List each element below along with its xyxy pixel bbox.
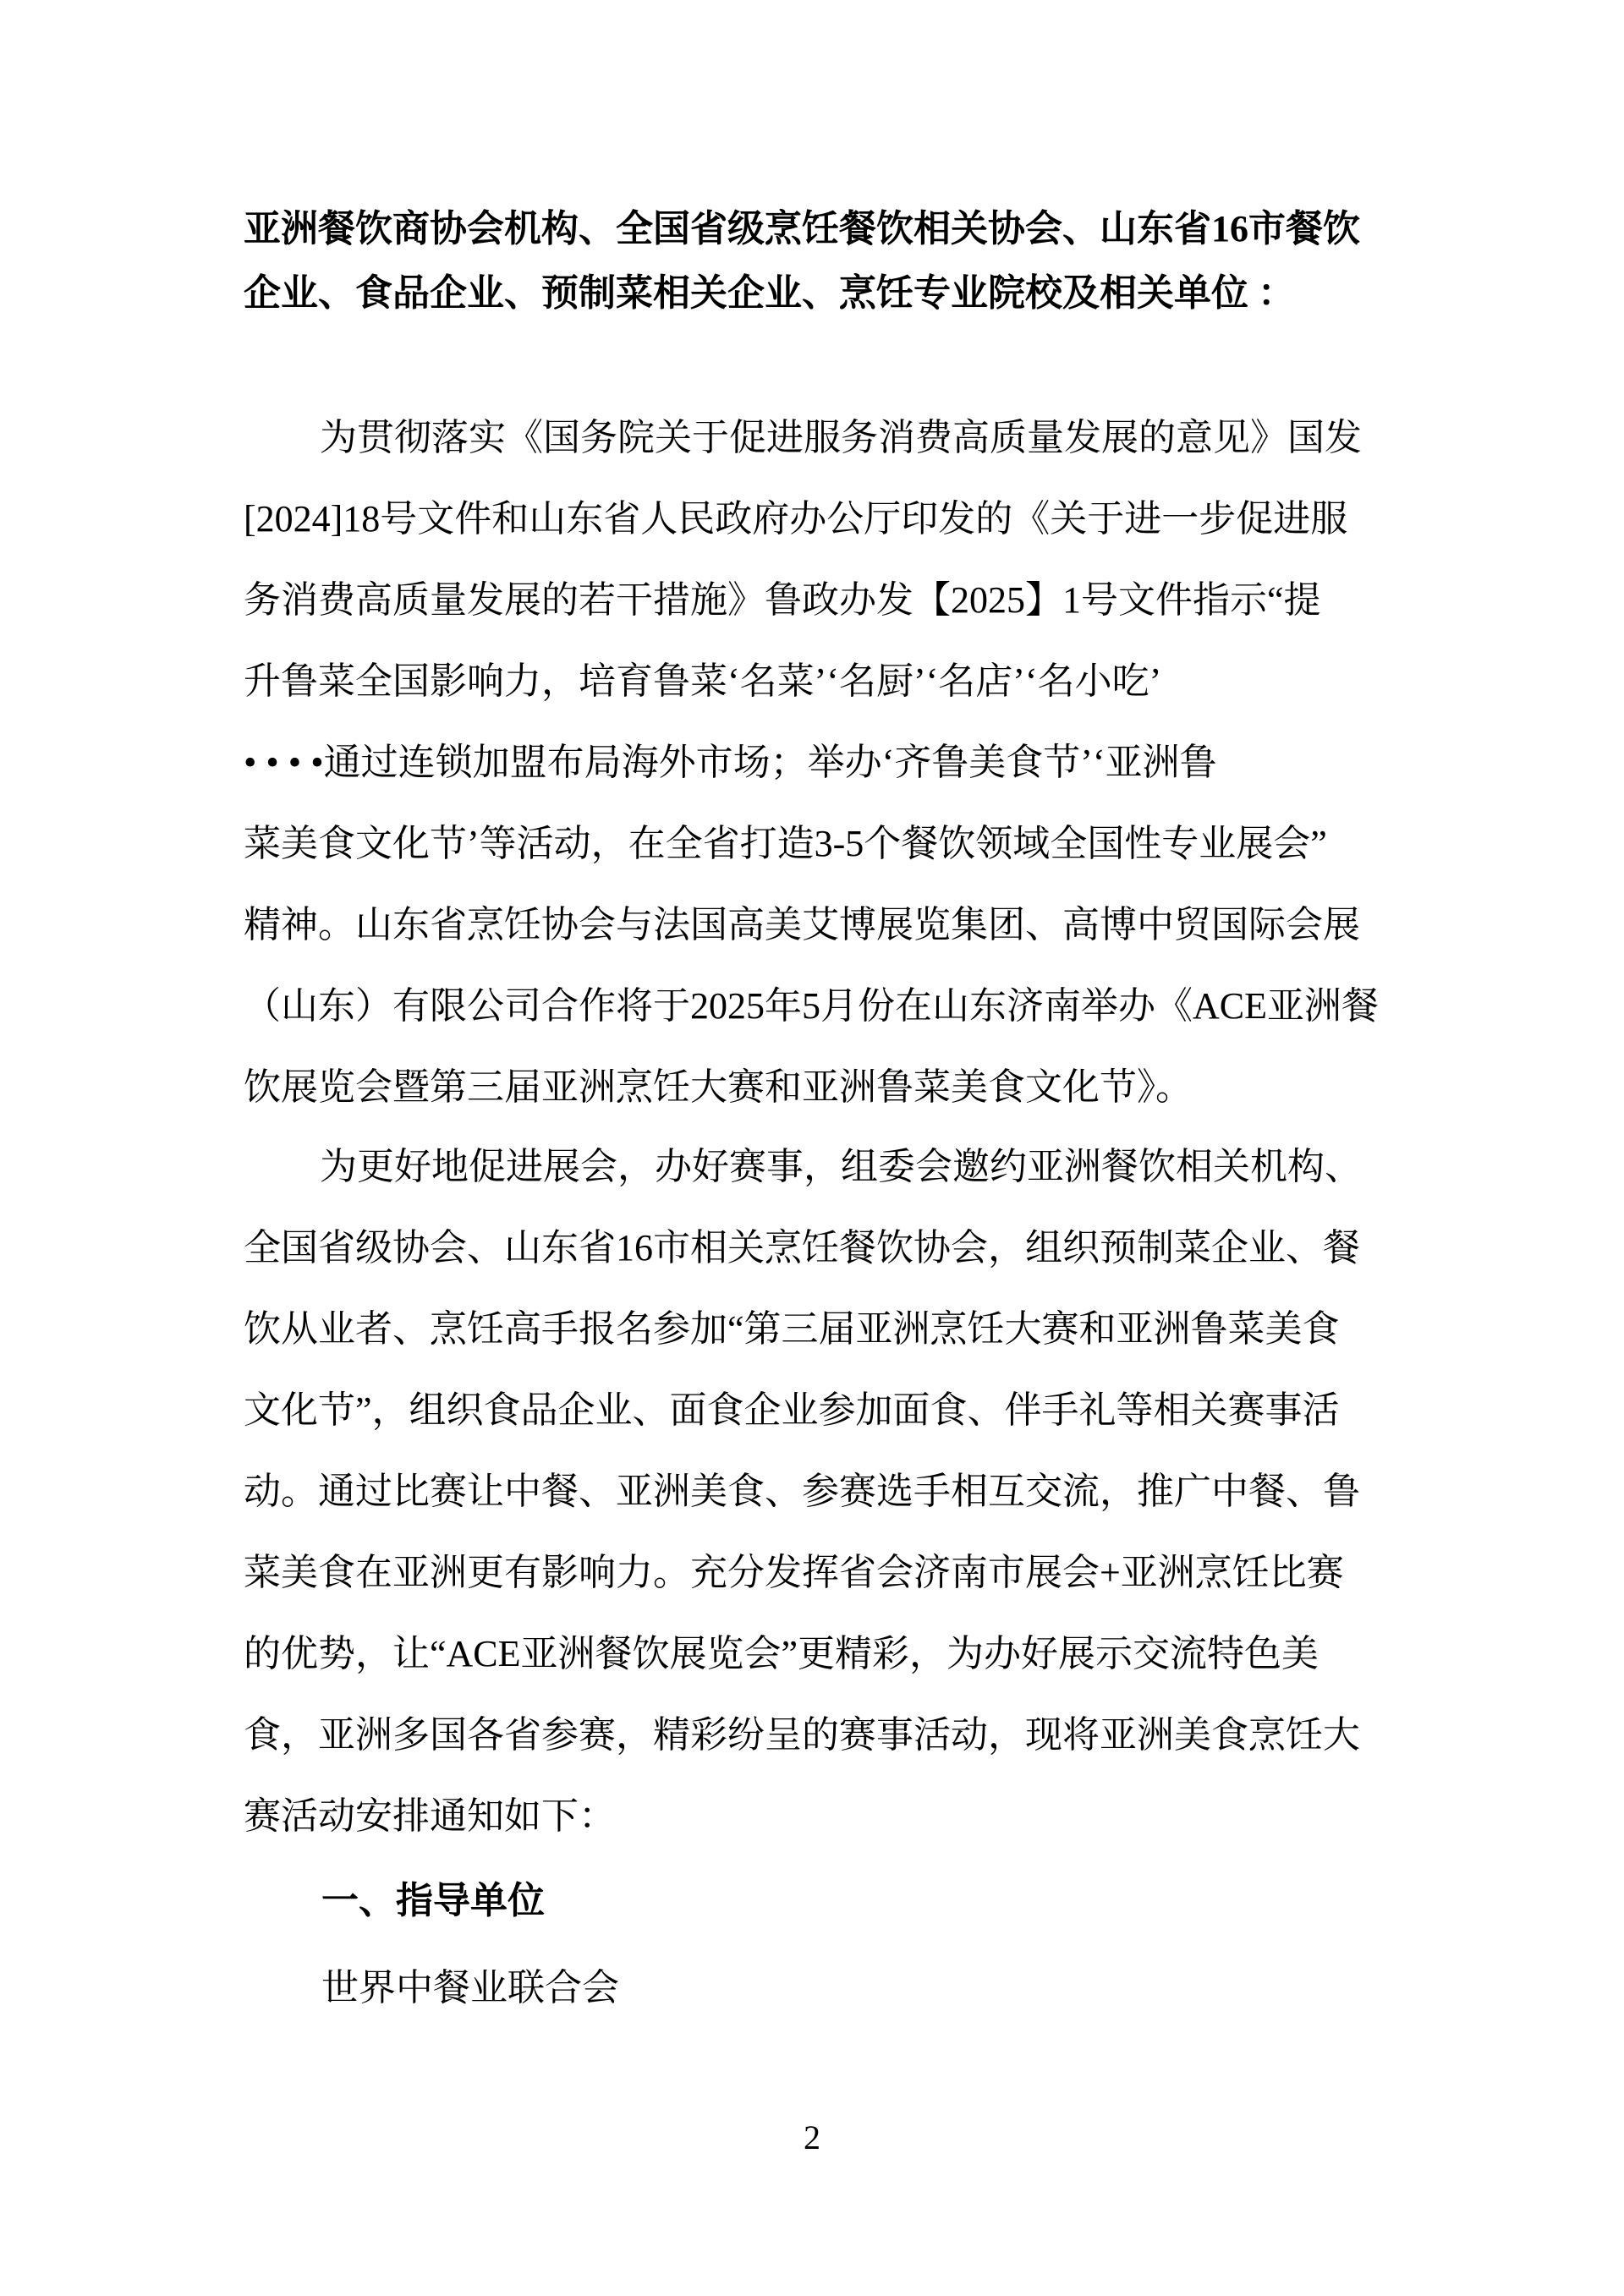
paragraph-1-line-3: 务消费高质量发展的若干措施》鲁政办发【2025】1号文件指示“提: [244, 579, 1321, 621]
paragraph-2-line-7: 的优势，让“ACE亚洲餐饮展览会”更精彩，为办好展示交流特色美: [244, 1633, 1320, 1674]
paragraph-1-line-4: 升鲁菜全国影响力，培育鲁菜‘名菜’‘名厨’‘名店’‘名小吃’: [244, 660, 1162, 702]
salutation: [244, 197, 1394, 326]
page-number: 2: [804, 2118, 820, 2156]
paragraph-1-line-2: [2024]18号文件和山东省人民政府办公厅印发的《关于进一步促进服: [244, 498, 1348, 540]
paragraph-2-line-2: 全国省级协会、山东省16市相关烹饪餐饮协会，组织预制菜企业、餐: [244, 1227, 1360, 1269]
paragraph-2-line-3: 饮从业者、烹饪高手报名参加“第三届亚洲烹饪大赛和亚洲鲁菜美食: [244, 1308, 1340, 1350]
paragraph-2: [244, 1126, 1394, 1857]
paragraph-2-line-6: 菜美食在亚洲更有影响力。充分发挥省会济南市展会+亚洲烹饪比赛: [244, 1552, 1344, 1593]
paragraph-2-line-4: 文化节”，组织食品企业、面食企业参加面食、伴手礼等相关赛事活: [244, 1389, 1340, 1431]
section-1-heading: 一、指导单位: [321, 1880, 545, 1921]
paragraph-2-line-5: 动。通过比赛让中餐、亚洲美食、参赛选手相互交流，推广中餐、鲁: [244, 1471, 1360, 1512]
paragraph-2-line-1: 为更好地促进展会，办好赛事，组委会邀约亚洲餐饮相关机构、: [320, 1146, 1362, 1187]
paragraph-1: [244, 397, 1394, 1128]
salutation-line-2: 企业、食品企业、预制菜相关企业、烹饪专业院校及相关单位 ：: [244, 272, 1295, 314]
paragraph-1-line-7: 精神。山东省烹饪协会与法国高美艾博展览集团、高博中贸国际会展: [244, 904, 1360, 945]
paragraph-1-line-1: 为贯彻落实《国务院关于促进服务消费高质量发展的意见》国发: [320, 417, 1362, 458]
paragraph-1-line-9: 饮展览会暨第三届亚洲烹饪大赛和亚洲鲁菜美食文化节》。: [244, 1066, 1193, 1108]
paragraph-1-line-5: • • • •通过连锁加盟布局海外市场；举办‘齐鲁美食节’‘亚洲鲁: [244, 742, 1217, 783]
paragraph-1-line-8: （山东）有限公司合作将于2025年5月份在山东济南举办《ACE亚洲餐: [244, 985, 1379, 1027]
paragraph-2-line-8: 食，亚洲多国各省参赛，精彩纷呈的赛事活动，现将亚洲美食烹饪大: [244, 1714, 1360, 1756]
paragraph-2-line-9: 赛活动安排通知如下：: [244, 1795, 616, 1837]
section-1-org-name: 世界中餐业联合会: [321, 1967, 619, 2008]
paragraph-1-line-6: 菜美食文化节’等活动，在全省打造3-5个餐饮领域全国性专业展会”: [244, 823, 1327, 864]
salutation-line-1: 亚洲餐饮商协会机构、全国省级烹饪餐饮相关协会、山东省16市餐饮: [244, 208, 1360, 249]
